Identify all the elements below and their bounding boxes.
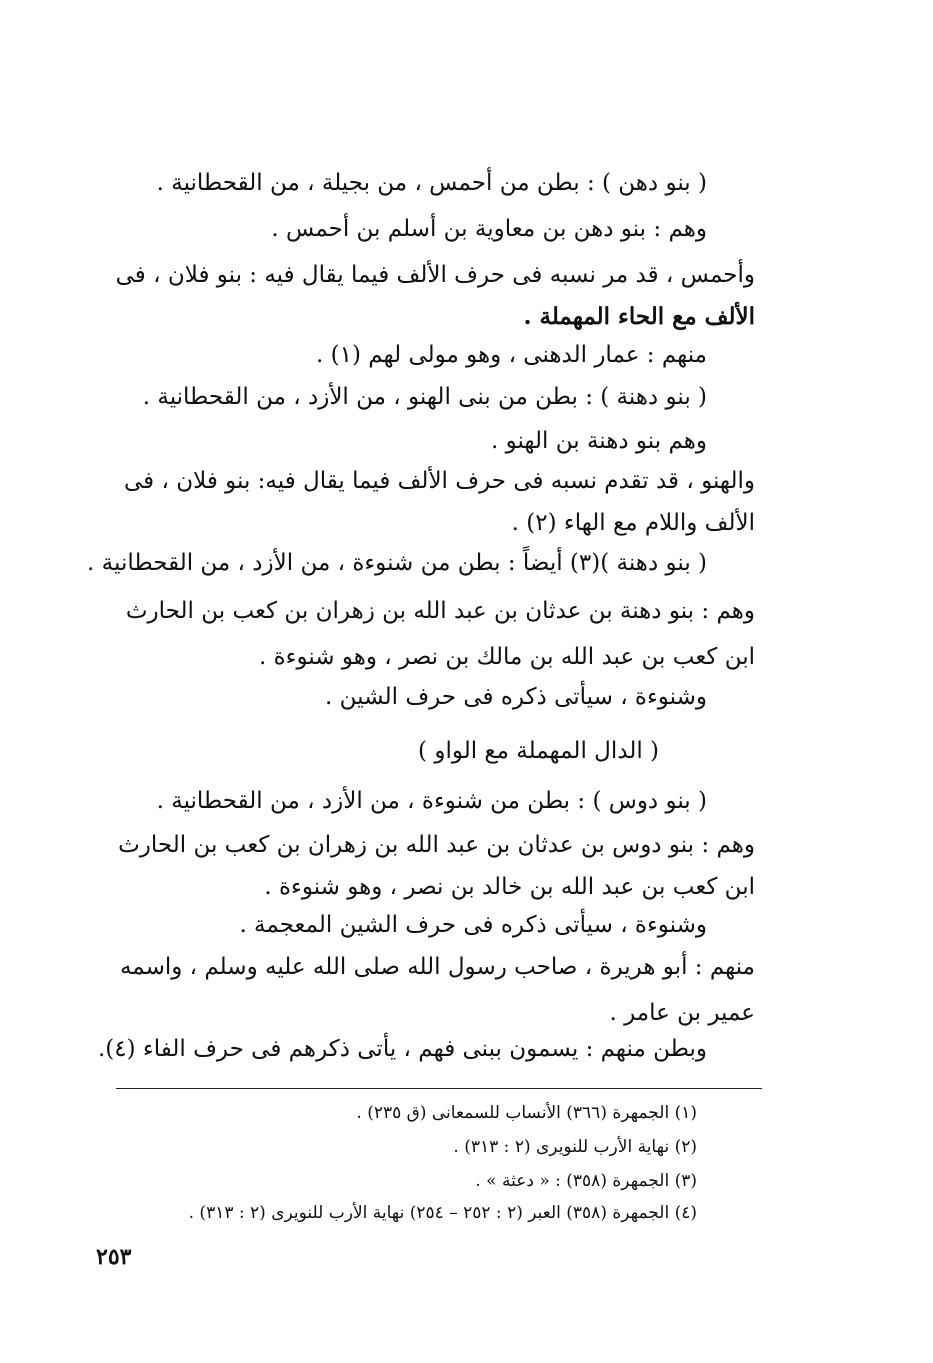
body-line: منهم : أبو هريرة ، صاحب رسول الله صلى الله عليه وسلم ، واسمه — [119, 954, 755, 980]
body-line: وهم : بنو دهنة بن عدثان بن عبد الله بن زهران بن كعب بن الحارث — [125, 598, 755, 624]
body-line: ( بنو دهنة ) : بطن من بنى الهنو ، من الأزد ، من القحطانية . — [142, 384, 707, 410]
body-line: منهم : عمار الدهنى ، وهو مولى لهم (١) . — [315, 342, 707, 368]
footnote-divider — [116, 1088, 762, 1089]
body-line: وشنوءة ، سيأتى ذكره فى حرف الشين . — [325, 684, 707, 710]
body-line: ابن كعب بن عبد الله بن مالك بن نصر ، وهو شنوءة . — [258, 644, 755, 670]
footnote: (١) الجمهرة (٣٦٦) الأنساب للسمعانى (ق ٢٣٥) . — [356, 1103, 697, 1123]
body-line: وشنوءة ، سيأتى ذكره فى حرف الشين المعجمة . — [239, 912, 707, 938]
body-line: وأحمس ، قد مر نسبه فى حرف الألف فيما يقال فيه : بنو فلان ، فى — [115, 262, 755, 288]
body-line: الألف واللام مع الهاء (٢) . — [511, 510, 755, 536]
body-line: الألف مع الحاء المهملة . — [523, 303, 755, 330]
body-line: وبطن منهم : يسمون ببنى فهم ، يأتى ذكرهم فى حرف الفاء (٤). — [97, 1036, 707, 1062]
body-line: عمير بن عامر . — [609, 1000, 755, 1026]
body-line: ( بنو دهنة )(٣) أيضاً : بطن من شنوءة ، من الأزد ، من القحطانية . — [87, 550, 707, 576]
body-line: ( بنو دهن ) : بطن من أحمس ، من بجيلة ، من القحطانية . — [156, 170, 707, 196]
footnote: (٢) نهاية الأرب للنويرى (٢ : ٣١٣) . — [453, 1137, 697, 1157]
footnote: (٣) الجمهرة (٣٥٨) : « دعثة » . — [475, 1171, 697, 1191]
body-line: ( بنو دوس ) : بطن من شنوءة ، من الأزد ، من القحطانية . — [156, 788, 707, 814]
footnote: (٤) الجمهرة (٣٥٨) العبر (٢ : ٢٥٢ – ٢٥٤) نهاية الأرب للنويرى (٢ : ٣١٣) . — [188, 1203, 697, 1223]
section-heading: ( الدال المهملة مع الواو ) — [418, 738, 659, 764]
body-line: وهم بنو دهنة بن الهنو . — [490, 428, 707, 454]
body-line: والهنو ، قد تقدم نسبه فى حرف الألف فيما يقال فيه: بنو فلان ، فى — [124, 468, 755, 494]
body-line: وهم : بنو دوس بن عدثان بن عبد الله بن زهران بن كعب بن الحارث — [118, 832, 755, 858]
body-line: وهم : بنو دهن بن معاوية بن أسلم بن أحمس . — [271, 216, 707, 242]
page-number: ٢٥٣ — [96, 1244, 132, 1270]
body-line: ابن كعب بن عبد الله بن خالد بن نصر ، وهو شنوءة . — [264, 874, 755, 900]
